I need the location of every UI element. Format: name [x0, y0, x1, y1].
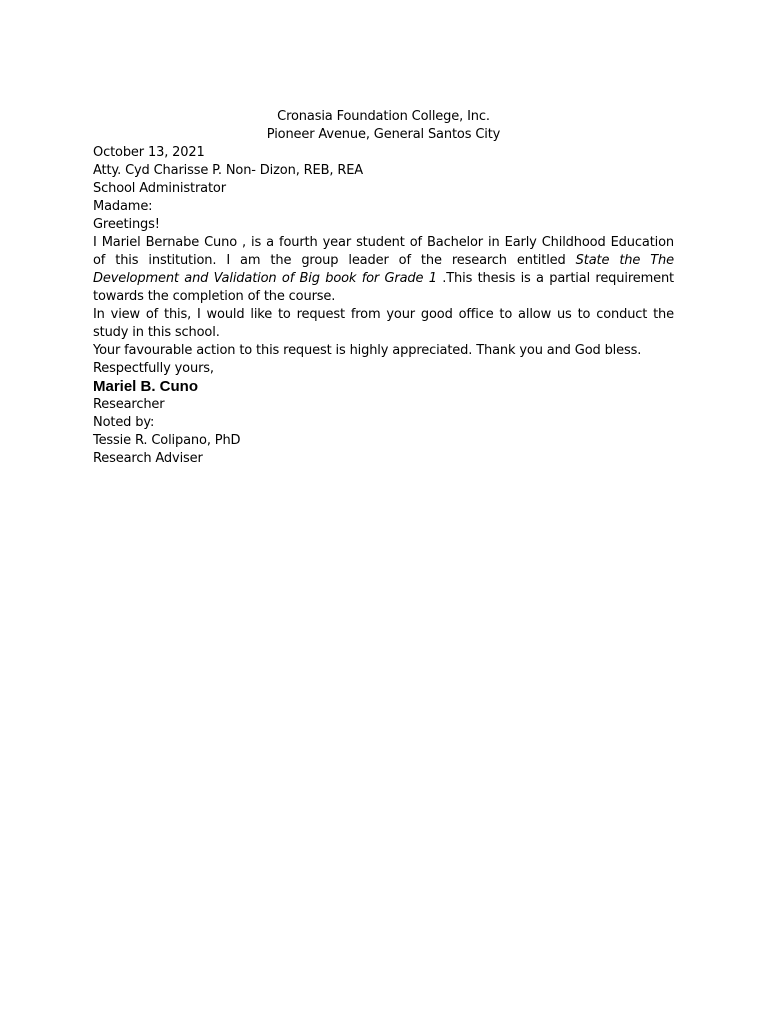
adviser-name: Tessie R. Colipano, PhD	[93, 433, 241, 448]
request-paragraph: In view of this, I would like to request from your good office to allow us to conduct the study in this school.	[93, 307, 674, 340]
greeting: Greetings!	[93, 217, 160, 232]
recipient-title: School Administrator	[93, 181, 226, 196]
intro-paragraph	[93, 234, 674, 306]
noted-by-label: Noted by:	[93, 415, 155, 430]
complimentary-close: Respectfully yours,	[93, 361, 214, 376]
closing-paragraph: Your favourable action to this request is highly appreciated. Thank you and God bless.	[93, 343, 642, 358]
intro-text-before-title: I Mariel Bernabe Cuno , is a fourth year student of Bachelor in Early Childhood Education of this institution. I am the group leader of the research entitled	[93, 235, 674, 268]
institution-address: Pioneer Avenue, General Santos City	[266, 127, 501, 142]
sender-name: Mariel B. Cuno	[93, 378, 199, 395]
intro-text-after-title: .This thesis is a partial requirement towards the completion of the course.	[93, 271, 674, 304]
sender-role: Researcher	[93, 397, 165, 412]
research-title: State the The Development and Validation of Big book for Grade 1	[93, 253, 674, 286]
recipient-name: Atty. Cyd Charisse P. Non- Dizon, REB, REA	[93, 163, 364, 178]
adviser-role: Research Adviser	[93, 451, 203, 466]
salutation: Madame:	[93, 199, 153, 214]
letter-date: October 13, 2021	[93, 145, 205, 160]
institution-name: Cronasia Foundation College, Inc.	[277, 109, 490, 124]
letter-body	[93, 108, 674, 468]
